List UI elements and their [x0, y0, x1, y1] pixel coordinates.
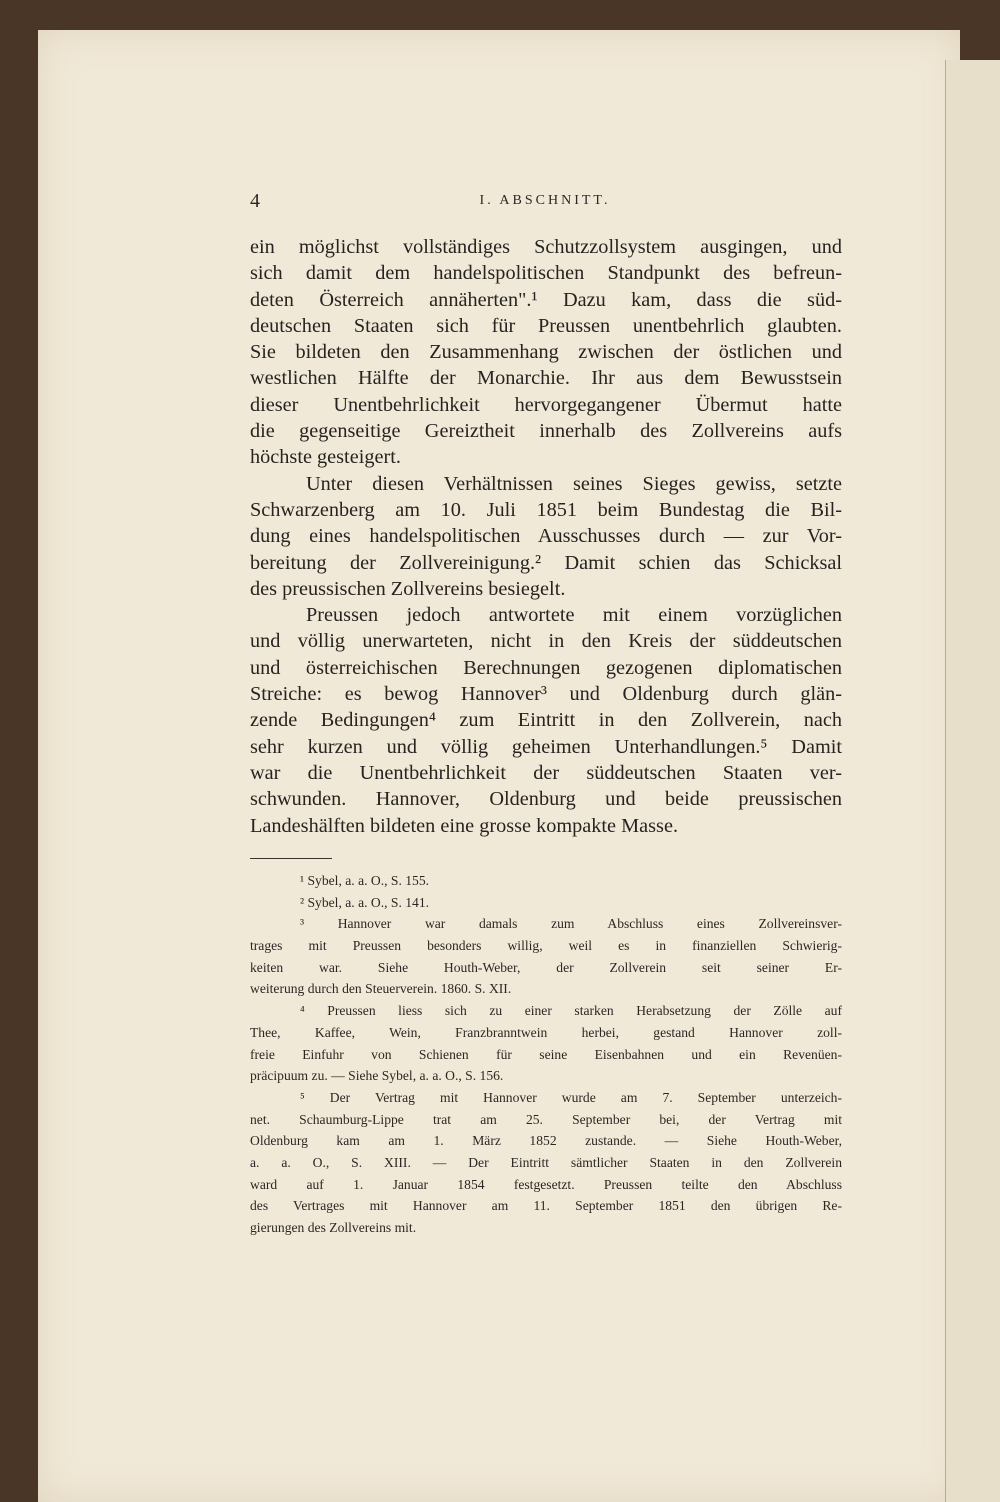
- footnote-line: gierungen des Zollvereins mit.: [250, 1220, 417, 1235]
- footnote-line: ² Sybel, a. a. O., S. 141.: [300, 894, 430, 910]
- page-header: [250, 190, 840, 214]
- footnote-line: ¹ Sybel, a. a. O., S. 155.: [300, 873, 430, 888]
- footnote-line: ⁵ Der Vertrag mit Hannover wurde am 7. September unterzeich-: [300, 1089, 842, 1105]
- text-line: sich damit dem handelspolitischen Standpunkt des befreun-: [250, 262, 842, 285]
- text-line: war die Unentbehrlichkeit der süddeutschen Staaten ver-: [250, 761, 842, 784]
- footnote-line: des Vertrages mit Hannover am 11. September 1851 den übrigen Re-: [250, 1198, 842, 1214]
- text-line: Sie bildeten den Zusammenhang zwischen der östlichen und: [250, 341, 842, 364]
- footnote-line: Oldenburg kam am 1. März 1852 zustande. — Siehe Houth-Weber,: [250, 1133, 842, 1149]
- text-line: Preussen jedoch antwortete mit einem vorzüglichen: [306, 604, 842, 627]
- text-line: und völlig unerwarteten, nicht in den Kreis der süddeutschen: [250, 630, 842, 653]
- next-page-edge: [945, 60, 1000, 1502]
- footnote-line: ³ Hannover war damals zum Abschluss eines Zollvereinsver-: [300, 916, 842, 932]
- text-line: deten Österreich annäherten".¹ Dazu kam, dass die süd-: [250, 288, 842, 311]
- text-line: westlichen Hälfte der Monarchie. Ihr aus dem Bewusstsein: [250, 367, 842, 390]
- text-line: sehr kurzen und völlig geheimen Unterhandlungen.⁵ Damit: [250, 735, 842, 758]
- footnote-line: Thee, Kaffee, Wein, Franzbranntwein herbei, gestand Hannover zoll-: [250, 1024, 842, 1040]
- footnote-line: keiten war. Siehe Houth-Weber, der Zollverein seit seiner Er-: [250, 959, 842, 975]
- text-line: die gegenseitige Gereiztheit innerhalb des Zollvereins aufs: [250, 420, 842, 443]
- text-line: Landeshälften bildeten eine grosse kompakte Masse.: [250, 814, 679, 837]
- footnote-line: weiterung durch den Steuerverein. 1860. S. XII.: [250, 981, 512, 997]
- text-line: zende Bedingungen⁴ zum Eintritt in den Zollverein, nach: [250, 709, 842, 732]
- text-line: des preussischen Zollvereins besiegelt.: [250, 577, 566, 600]
- footnote-line: ⁴ Preussen liess sich zu einer starken Herabsetzung der Zölle auf: [300, 1003, 842, 1019]
- footnote-line: net. Schaumburg-Lippe trat am 25. September bei, der Vertrag mit: [250, 1111, 842, 1127]
- text-line: und österreichischen Berechnungen gezogenen diplomatischen: [250, 656, 842, 679]
- text-line: dung eines handelspolitischen Ausschusses durch — zur Vor-: [250, 525, 842, 548]
- footnote-separator: [250, 858, 332, 859]
- footnote-line: a. a. O., S. XIII. — Der Eintritt sämtlicher Staaten in den Zollverein: [250, 1154, 842, 1170]
- text-line: Schwarzenberg am 10. Juli 1851 beim Bundestag die Bil-: [250, 498, 842, 521]
- text-line: höchste gesteigert.: [250, 446, 401, 469]
- text-line: Streiche: es bewog Hannover³ und Oldenburg durch glän-: [250, 683, 842, 706]
- text-line: schwunden. Hannover, Oldenburg und beide preussischen: [250, 788, 842, 811]
- main-text: [250, 234, 842, 839]
- text-line: Unter diesen Verhältnissen seines Sieges gewiss, setzte: [306, 472, 842, 495]
- footnote-line: präcipuum zu. — Siehe Sybel, a. a. O., S. 156.: [250, 1068, 504, 1084]
- text-line: dieser Unentbehrlichkeit hervorgegangener Übermut hatte: [250, 393, 842, 416]
- footnote-line: trages mit Preussen besonders willig, weil es in finanziellen Schwierig-: [250, 938, 842, 954]
- text-line: bereitung der Zollvereinigung.² Damit schien das Schicksal: [250, 551, 842, 574]
- running-title: I. ABSCHNITT.: [479, 193, 611, 208]
- footnotes: [250, 870, 842, 1239]
- text-line: ein möglichst vollständiges Schutzzollsystem ausgingen, und: [250, 236, 842, 258]
- footnote-line: ward auf 1. Januar 1854 festgesetzt. Preussen teilte den Abschluss: [250, 1176, 842, 1192]
- footnote-line: freie Einfuhr von Schienen für seine Eisenbahnen und ein Revenüen-: [250, 1046, 842, 1062]
- page-number: 4: [250, 190, 260, 212]
- text-line: deutschen Staaten sich für Preussen unentbehrlich glaubten.: [250, 314, 842, 337]
